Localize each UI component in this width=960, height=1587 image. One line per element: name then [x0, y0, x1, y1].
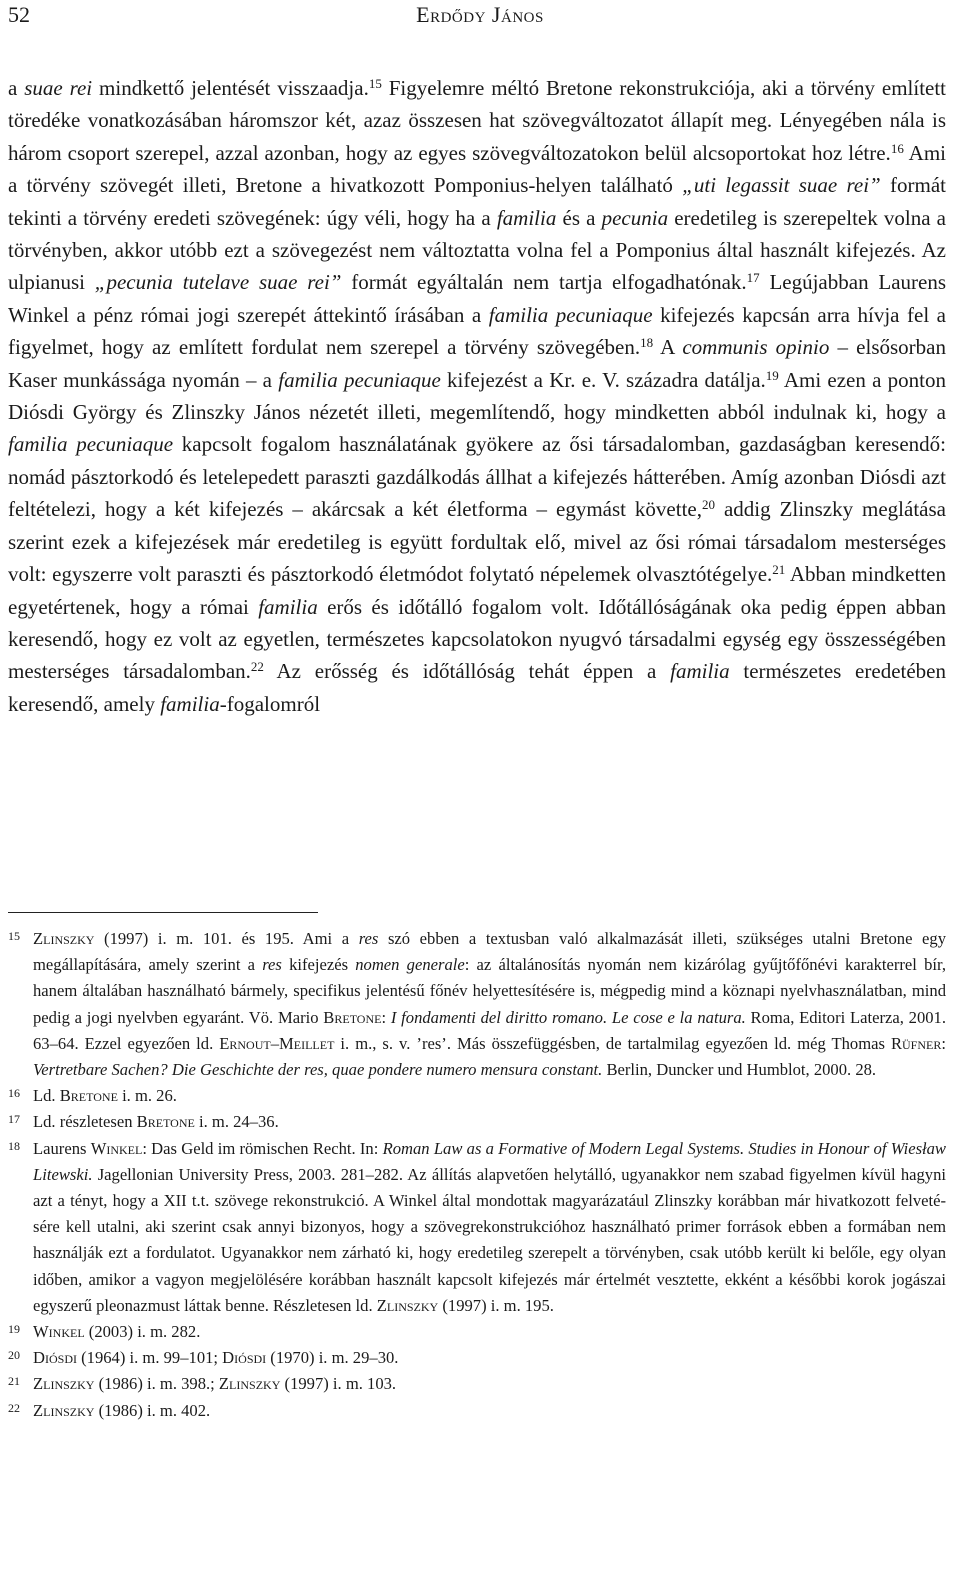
footnote-ref-22[interactable]: 22: [250, 659, 264, 675]
footnote-text: Zlinszky (1986) i. m. 402.: [33, 1400, 211, 1420]
footnote-text: Ld. Bretone i. m. 26.: [33, 1086, 177, 1106]
footnote-19: [8, 1319, 946, 1345]
footnote-number: 16: [8, 1086, 20, 1101]
footnote-ref-21[interactable]: 21: [772, 561, 786, 577]
footnote-text: Laurens Winkel: Das Geld im römischen Recht. In: Roman Law as a Formative of Modern Legal Systems. Studies in Honour of Wiesław Litewski. Jagellonian University Press, 2003. 281–282. Az állítás alapvetően helytálló, ugyanakkor nem szabad figyelmen kívül hagyni azt a tényt, hogy a XII t.t. szövege rekonstrukció. A Winkel által mondottak magyarázatául Zlinszky korábban már hivatkozott felvetésére kell utalni, aki szerint csak annyi bizonyos, hogy a szövegrekonstrukcióhoz használható primer források ebben a formában nem használják ezt a fordulatot. Ugyanakkor nem zárható ki, hogy eredetileg szerepelt a törvényben, csak utóbb került ki belőle, egy olyan időben, amikor a vagyon megjelölésére korábban használt kapcsolt kifejezés már értelmét vesztette, ekként a későbbi korok jogászai egyszerű pleonazmust láttak benne. Részletesen ld. Zlinszky (1997) i. m. 195.: [33, 1138, 947, 1315]
footnote-number: 21: [8, 1374, 20, 1389]
footnote-text: Zlinszky (1997) i. m. 101. és 195. Ami a res szó ebben a textusban való alkalmazását illeti, szükséges utalni Bretone egy megállapítására, amely szerint a res kifejezés nomen generale: az általánosítás nyomán nem kizárólag gyűjtőfőnévi karakterrel bír, hanem általában használható bármely, specifikus jelentésű főnév helyettesítésére is, mégpedig mind a köznapi nyelvhasználatban, mind pedig a jogi nyelvben egyaránt. Vö. Mario Bretone: I fondamenti del diritto romano. Le cose e la natura. Roma, Editori Laterza, 2001. 63–64. Ezzel egyezően ld. Ernout–Meillet i. m., s. v. ’res’. Más összefüggésben, de tartalmilag egyezően ld. még Thomas Rüfner: Vertretbare Sachen? Die Geschichte der res, quae pondere numero mensura constant. Berlin, Duncker und Humblot, 2000. 28.: [33, 929, 946, 1080]
page-header: [0, 0, 960, 34]
footnote-number: 15: [8, 929, 20, 943]
footnote-text: Ld. részletesen Bretone i. m. 24–36.: [33, 1112, 279, 1132]
footnote-17: [8, 1109, 946, 1135]
footnote-18: [8, 1136, 946, 1319]
footnote-separator: [8, 912, 318, 913]
footnote-21: [8, 1371, 946, 1397]
footnote-number: 19: [8, 1322, 20, 1337]
main-text: [8, 72, 946, 720]
footnote-15: [8, 926, 946, 1083]
footnote-number: 18: [8, 1138, 20, 1153]
footnote-number: 17: [8, 1112, 20, 1127]
footnote-text: Winkel (2003) i. m. 282.: [33, 1322, 201, 1342]
footnote-number: 20: [8, 1348, 20, 1363]
footnote-16: [8, 1083, 946, 1109]
footnote-22: [8, 1398, 946, 1424]
footnotes: [8, 926, 946, 1424]
page-number: 52: [8, 2, 30, 27]
footnote-ref-15[interactable]: 15: [368, 75, 382, 91]
footnote-ref-18[interactable]: 18: [640, 335, 654, 351]
footnote-ref-17[interactable]: 17: [746, 270, 760, 286]
footnote-ref-20[interactable]: 20: [702, 497, 716, 513]
footnote-number: 22: [8, 1400, 20, 1415]
footnote-ref-16[interactable]: 16: [890, 140, 904, 156]
footnote-text: Diósdi (1964) i. m. 99–101; Diósdi (1970) i. m. 29–30.: [33, 1348, 399, 1368]
footnote-ref-19[interactable]: 19: [765, 367, 779, 383]
footnote-text: Zlinszky (1986) i. m. 398.; Zlinszky (1997) i. m. 103.: [33, 1374, 397, 1394]
footnote-20: [8, 1345, 946, 1371]
running-head: Erdődy János: [416, 2, 544, 27]
body-paragraph: a suae rei mindkettő jelentését visszaadja.$^{15}$ Figyelemre méltó Bretone rekonstrukciója, aki a törvény említett töredéke vonatkozásában háromszor két, azaz összesen hat szövegváltozatot állapít meg. Lényegében nála is három csoport szerepel, azzal azonban, hogy az egyes szövegváltozatokon belül alcsoportokat hoz létre.$^{16}$ Ami a törvény szövegét illeti, Bretone a hivatkozott Pomponius-helyen található „uti legassit suae rei” formát tekinti a törvény eredeti szövegének: úgy véli, hogy ha a familia és a pecunia eredetileg is szerepeltek volna a törvényben, akkor utóbb ezt a szövegezést nem változtatta volna fel a Pomponius által használt kifejezés. Az ulpianusi „pecunia tutelave suae rei” formát egyáltalán nem tartja elfogadhatónak.$^{17}$ Legújabban Laurens Winkel a pénz római jogi szerepét áttekintő írásában a familia pecuniaque kifejezés kapcsán arra hívja fel a figyelmet, hogy az említett fordulat nem szerepel a törvény szövegében.$^{18}$ A communis opinio – elsősorban Kaser munkássága nyomán – a familia pecuniaque kifejezést a Kr. e. V. századra datálja.$^{19}$ Ami ezen a ponton Diósdi György és Zlinszky János nézetét illeti, megemlítendő, hogy mindketten abból indulnak ki, hogy a familia pecuniaque kapcsolt fogalom használatának gyökere az ősi társadalomban, gazdaságban keresendő: nomád pásztorkodó és letelepedett paraszti gazdálkodás állhat a kifejezés hátterében. Amíg azonban Diósdi azt feltételezi, hogy a két kifejezés – akárcsak a két életforma – egymást követte,$^{20}$ addig Zlinszky meglátása szerint ezek a kifejezések már eredetileg is együtt fordultak elő, mivel az ősi római társadalom mesterséges volt: egyszerre volt paraszti és pásztorkodó életmódot folytató népelemek olvasztótégelye.$^{21}$ Abban mindketten egyetértenek, hogy a római familia erős és időtálló fogalom volt. Időtállóságának oka pedig éppen abban keresendő, hogy ez volt az egyetlen, természetes kapcsolatokon nyugvó társadalmi egység egy összességében mesterséges társadalomban.$^{22}$ Az erősség és időtállóság tehát éppen a familia természetes eredetében keresendő, amely familia-fogalomról: [8, 75, 947, 716]
